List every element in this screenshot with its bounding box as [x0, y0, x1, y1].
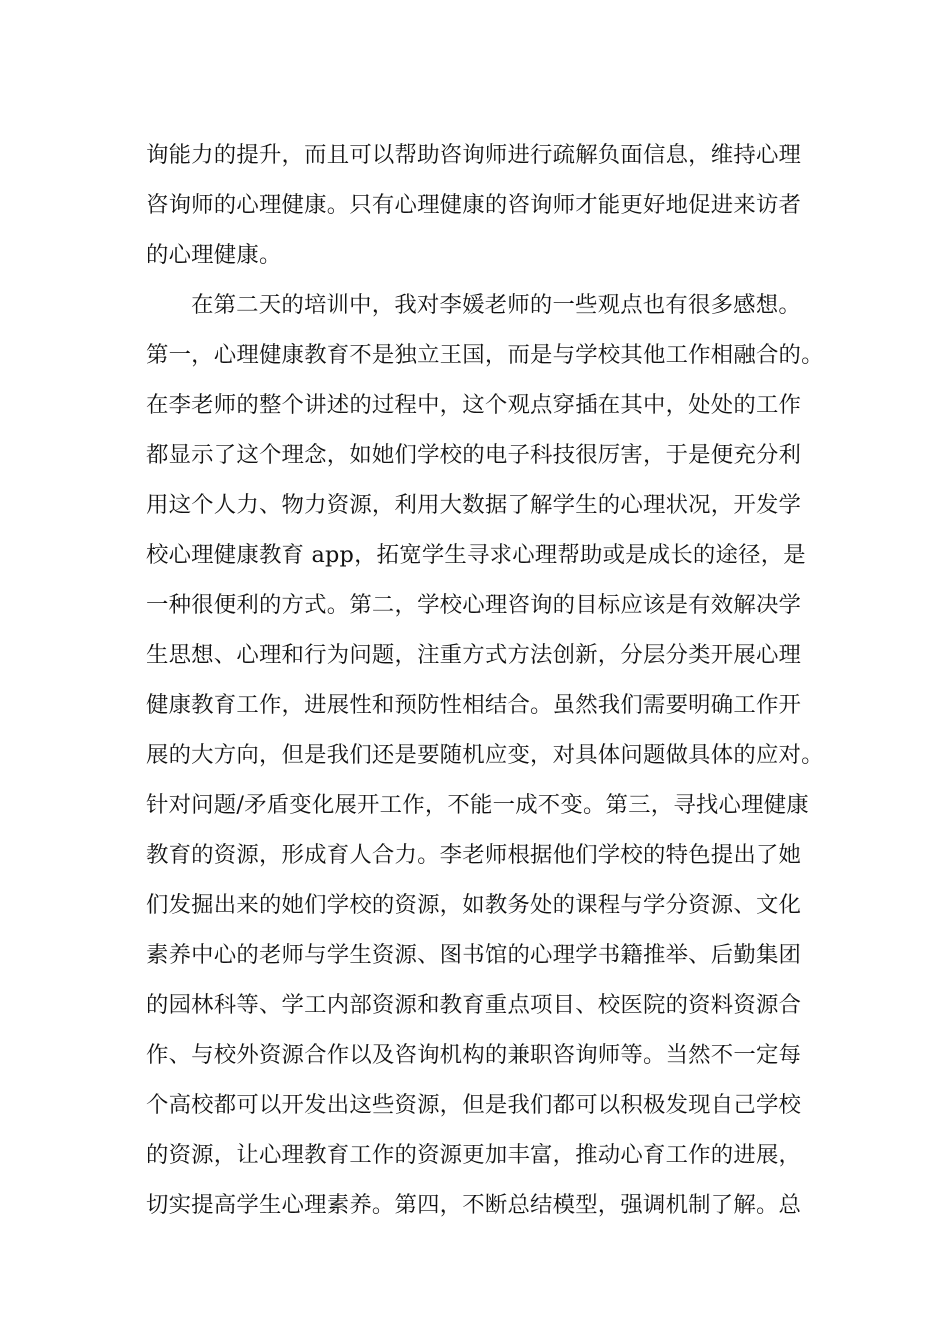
text-line: 一种很便利的方式。第二，学校心理咨询的目标应该是有效解决学 [146, 592, 802, 618]
text-line: 用这个人力、物力资源，利用大数据了解学生的心理状况，开发学 [146, 492, 802, 518]
text-line: 生思想、心理和行为问题，注重方式方法创新，分层分类开展心理 [146, 642, 802, 668]
text-line: 切实提高学生心理素养。第四，不断总结模型，强调机制了解。总 [146, 1192, 802, 1218]
text-line: 健康教育工作，进展性和预防性相结合。虽然我们需要明确工作开 [146, 692, 802, 718]
text-line: 们发掘出来的她们学校的资源，如教务处的课程与学分资源、文化 [146, 892, 802, 918]
text-line: 针对问题/矛盾变化展开工作，不能一成不变。第三，寻找心理健康 [146, 792, 809, 818]
text-line: 咨询师的心理健康。只有心理健康的咨询师才能更好地促进来访者 [146, 192, 802, 218]
paragraph-first-line: 在第二天的培训中，我对李媛老师的一些观点也有很多感想。 [191, 292, 801, 318]
text-line: 的资源，让心理教育工作的资源更加丰富，推动心育工作的进展， [146, 1142, 802, 1168]
text-line: 校心理健康教育 app，拓宽学生寻求心理帮助或是成长的途径，是 [146, 542, 806, 568]
text-line: 在李老师的整个讲述的过程中，这个观点穿插在其中，处处的工作 [146, 392, 802, 418]
text-line: 教育的资源，形成育人合力。李老师根据他们学校的特色提出了她 [146, 842, 802, 868]
text-line: 的心理健康。 [146, 242, 282, 268]
body-text [146, 130, 826, 1230]
text-line: 展的大方向，但是我们还是要随机应变，对具体问题做具体的应对。 [146, 742, 824, 768]
text-line: 作、与校外资源合作以及咨询机构的兼职咨询师等。当然不一定每 [146, 1042, 802, 1068]
text-line: 素养中心的老师与学生资源、图书馆的心理学书籍推举、后勤集团 [146, 942, 802, 968]
text-line: 都显示了这个理念，如她们学校的电子科技很厉害，于是便充分利 [146, 442, 802, 468]
text-line: 询能力的提升，而且可以帮助咨询师进行疏解负面信息，维持心理 [146, 142, 802, 168]
text-line: 的园林科等、学工内部资源和教育重点项目、校医院的资料资源合 [146, 992, 802, 1018]
text-line: 个高校都可以开发出这些资源，但是我们都可以积极发现自己学校 [146, 1092, 802, 1118]
text-line: 第一，心理健康教育不是独立王国，而是与学校其他工作相融合的。 [146, 342, 824, 368]
